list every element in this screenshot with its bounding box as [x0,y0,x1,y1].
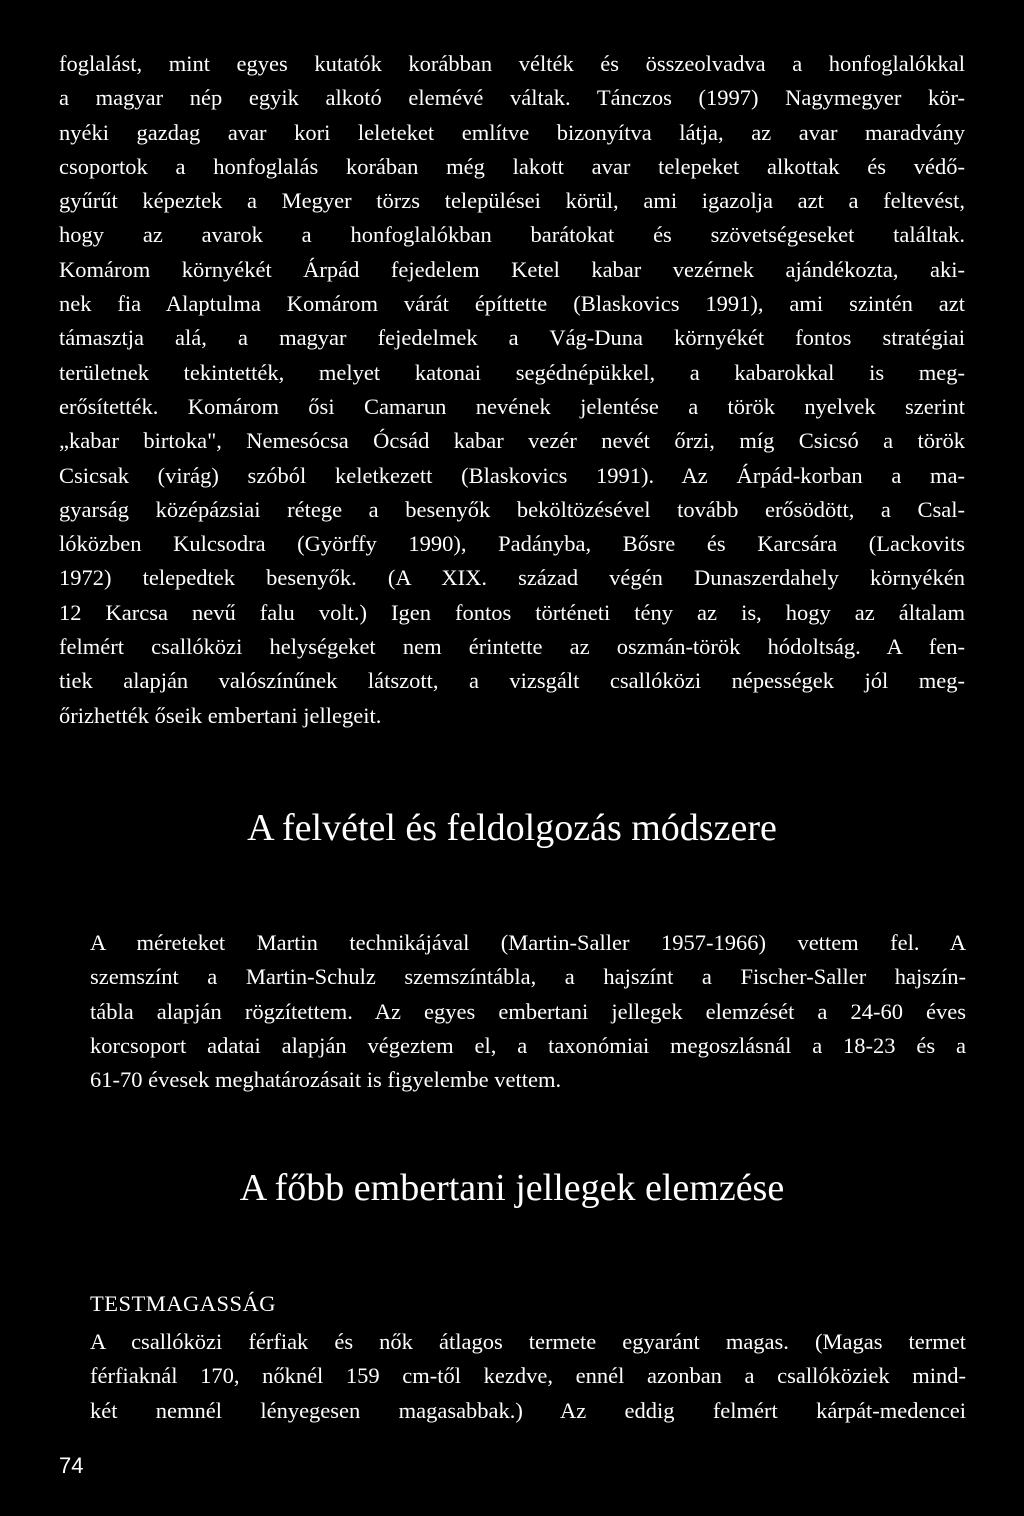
text-line: 12 Karcsa nevű falu volt.) Igen fontos történeti tény az is, hogy az általam [59,599,965,625]
text-line: lóközben Kulcsodra (Györffy 1990), Padányba, Bősre és Karcsára (Lackovits [59,531,965,557]
text-line: hogy az avarok a honfoglalókban barátokat és szövetségeseket találtak. [59,222,965,248]
section-heading-method: A felvétel és feldolgozás módszere [247,807,777,849]
intro-paragraph-block [59,47,965,733]
section-heading-analysis: A főbb embertani jellegek elemzése [239,1167,785,1209]
text-line: a magyar nép egyik alkotó elemévé váltak. Tánczos (1997) Nagymegyer kör- [59,85,965,111]
height-paragraph-block [90,1325,966,1428]
text-line: szemszínt a Martin-Schulz szemszíntábla, a hajszínt a Fischer-Saller hajszín- [90,964,966,990]
text-line: Csicsak (virág) szóból keletkezett (Blaskovics 1991). Az Árpád-korban a ma- [59,462,965,488]
text-line: gyarság középázsiai rétege a besenyők beköltözésével tovább erősödött, a Csal- [59,496,965,522]
text-line: csoportok a honfoglalás korában még lakott avar telepeket alkottak és védő- [59,153,965,179]
intro-paragraph [59,47,965,733]
text-line: A csallóközi férfiak és nők átlagos termete egyaránt magas. (Magas termet [90,1329,966,1354]
height-paragraph [90,1325,966,1428]
text-line: tábla alapján rögzítettem. Az egyes embertani jellegek elemzését a 24-60 éves [90,998,966,1024]
text-line: őrizhették őseik embertani jellegeit. [59,702,382,728]
subheading-testmagassag: TESTMAGASSÁG [90,1291,277,1316]
method-paragraph [90,926,966,1097]
text-line: nek fia Alaptulma Komárom várát építtette (Blaskovics 1991), ami szintén azt [59,291,965,317]
text-line: férfiaknál 170, nőknél 159 cm-től kezdve, ennél azonban a csallóköziek mind- [90,1363,966,1389]
text-line: 1972) telepedtek besenyők. (A XIX. század végén Dunaszerdahely környékén [59,565,965,591]
text-line: tiek alapján valószínűnek látszott, a vizsgált csallóközi népességek jól meg- [59,668,965,694]
text-line: gyűrűt képeztek a Megyer törzs települései körül, ami igazolja azt a feltevést, [59,188,965,214]
text-line: két nemnél lényegesen magasabbak.) Az eddig felmért kárpát-medencei [90,1397,966,1423]
page-number: 74 [59,1453,84,1478]
text-line: nyéki gazdag avar kori leleteket említve bizonyítva látja, az avar maradvány [59,119,965,145]
text-line: erősítették. Komárom ősi Camarun nevének jelentése a török nyelvek szerint [59,393,965,419]
text-line: korcsoport adatai alapján végeztem el, a taxonómiai megoszlásnál a 18-23 és a [90,1032,966,1058]
text-line: 61-70 évesek meghatározásait is figyelembe vettem. [90,1067,562,1093]
text-line: felmért csallóközi helységeket nem érintette az oszmán-török hódoltság. A fen- [59,634,965,660]
text-line: „kabar birtoka", Nemesócsa Ócsád kabar vezér nevét őrzi, míg Csicsó a török [59,428,965,454]
text-line: területnek tekintették, melyet katonai segédnépükkel, a kabarokkal is meg- [59,359,965,385]
text-line: foglalást, mint egyes kutatók korábban vélték és összeolvadva a honfoglalókkal [59,51,965,76]
text-line: támasztja alá, a magyar fejedelmek a Vág-Duna környékét fontos stratégiai [59,325,965,351]
text-line: A méreteket Martin technikájával (Martin-Saller 1957-1966) vettem fel. A [90,930,966,955]
text-line: Komárom környékét Árpád fejedelem Ketel kabar vezérnek ajándékozta, aki- [59,256,965,282]
method-paragraph-block [90,926,966,1097]
